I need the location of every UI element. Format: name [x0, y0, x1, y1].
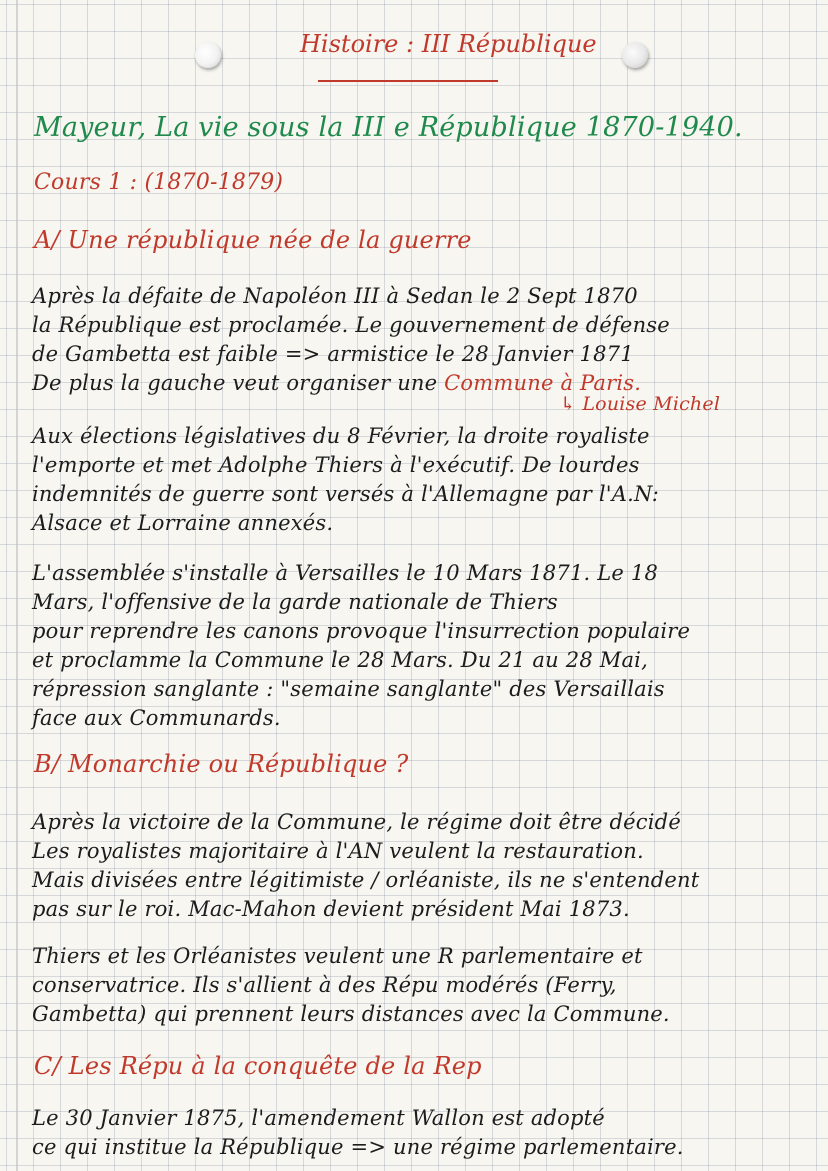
- paragraph-line: L'assemblée s'installe à Versailles le 10 Mars 1871. Le 18: [32, 561, 659, 585]
- paragraph-line: Après la victoire de la Commune, le régime doit être décidé: [32, 810, 681, 834]
- paragraph-line: Mais divisées entre légitimiste / orléaniste, ils ne s'entendent: [32, 868, 700, 892]
- paragraph-line: indemnités de guerre sont versés à l'Allemagne par l'A.N:: [32, 482, 660, 506]
- paragraph-line: Le 30 Janvier 1875, l'amendement Wallon est adopté: [32, 1106, 605, 1130]
- paragraph-line: Mars, l'offensive de la garde nationale de Thiers: [32, 590, 558, 614]
- paragraph-line: l'emporte et met Adolphe Thiers à l'exécutif. De lourdes: [32, 453, 640, 477]
- page-title: Histoire : III République: [300, 30, 597, 58]
- paragraph-line: ce qui institue la République => une régime parlementaire.: [32, 1135, 684, 1159]
- paragraph-line: la République est proclamée. Le gouvernement de défense: [32, 313, 670, 337]
- paragraph-line: de Gambetta est faible => armistice le 28 Janvier 1871: [32, 342, 634, 366]
- paragraph-line: répression sanglante : "semaine sanglante" des Versaillais: [32, 677, 665, 701]
- punch-hole-left: [195, 42, 221, 68]
- punch-hole-right: [622, 42, 648, 68]
- paragraph-line: Aux élections législatives du 8 Février, la droite royaliste: [32, 424, 650, 448]
- paragraph-line: et proclamme la Commune le 28 Mars. Du 21 au 28 Mai,: [32, 648, 648, 672]
- title-underline: [318, 80, 498, 82]
- commune-highlight: Commune à Paris.: [444, 371, 642, 395]
- paragraph-line: conservatrice. Ils s'allient à des Répu modérés (Ferry,: [32, 973, 617, 997]
- cours-heading: Cours 1 : (1870-1879): [34, 170, 284, 195]
- section-a-heading: A/ Une république née de la guerre: [34, 226, 472, 254]
- louise-michel-note: ↳ Louise Michel: [560, 393, 721, 415]
- paragraph-line: Alsace et Lorraine annexés.: [32, 511, 334, 535]
- paragraph-text: De plus la gauche veut organiser une: [32, 371, 445, 395]
- paragraph-line: Les royalistes majoritaire à l'AN veulent la restauration.: [32, 839, 644, 863]
- section-b-heading: B/ Monarchie ou République ?: [34, 750, 409, 778]
- paragraph-line: pour reprendre les canons provoque l'insurrection populaire: [32, 619, 691, 643]
- section-c-heading: C/ Les Répu à la conquête de la Rep: [34, 1052, 482, 1080]
- paragraph-line: Après la défaite de Napoléon III à Sedan le 2 Sept 1870: [32, 284, 638, 308]
- paragraph-line: Gambetta) qui prennent leurs distances avec la Commune.: [32, 1002, 670, 1026]
- margin-line: [16, 0, 18, 1171]
- paragraph-line: face aux Communards.: [32, 706, 281, 730]
- paragraph-line: pas sur le roi. Mac-Mahon devient président Mai 1873.: [32, 897, 630, 921]
- paragraph-line: [32, 371, 641, 395]
- paragraph-line: Thiers et les Orléanistes veulent une R parlementaire et: [32, 944, 643, 968]
- book-reference: Mayeur, La vie sous la III e République 1870-1940.: [34, 112, 743, 143]
